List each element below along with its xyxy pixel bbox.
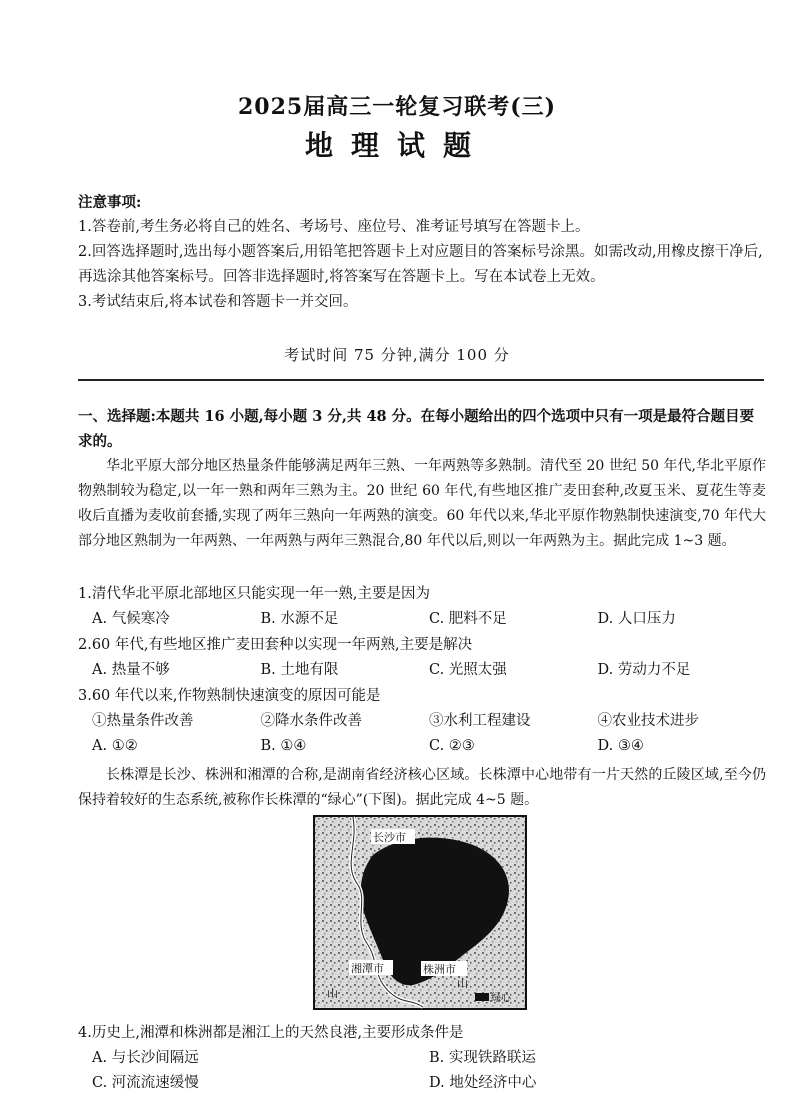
- question-stem: 3.60 年代以来,作物熟制快速演变的原因可能是: [78, 688, 381, 704]
- factor-4: ④农业技术进步: [597, 713, 699, 729]
- option-b: B. ①④: [260, 738, 307, 754]
- option-a: A. 气候寒冷: [92, 611, 170, 627]
- option-d: D. 劳动力不足: [597, 662, 691, 678]
- option-d: D. ③④: [597, 738, 644, 754]
- legend-label: 绿心: [491, 993, 511, 1004]
- green-heart-map: [313, 815, 527, 1010]
- option-c: C. 光照太强: [429, 662, 507, 678]
- notice-item-1: 1.答卷前,考生务必将自己的姓名、考场号、座位号、准考证号填写在答题卡上。: [78, 219, 590, 235]
- xiangtan-label: 湘潭市: [351, 962, 384, 975]
- option-b: B. 土地有限: [260, 662, 339, 678]
- passage-2: [78, 763, 766, 813]
- passage-2-text: 长株潭是长沙、株洲和湘潭的合称,是湖南省经济核心区域。长株潭中心地带有一片天然的丘陵区域,至今仍保持着较好的生态系统,被称作长株潭的“绿心”(下图)。据此完成 4~5 题。: [78, 767, 766, 808]
- options: [78, 658, 766, 683]
- map-figure: [313, 815, 527, 1010]
- option-c: C. 肥料不足: [429, 611, 507, 627]
- question-2: [78, 633, 766, 683]
- options: [78, 1071, 766, 1096]
- question-1: [78, 582, 766, 632]
- factor-list: [78, 709, 766, 734]
- option-b: B. 水源不足: [260, 611, 339, 627]
- question-4: [78, 1021, 766, 1096]
- factor-1: ①热量条件改善: [92, 713, 194, 729]
- question-stem: 2.60 年代,有些地区推广麦田套种以实现一年两熟,主要是解决: [78, 637, 473, 653]
- notice-block: [78, 190, 768, 315]
- question-3: [78, 684, 766, 759]
- notice-item-2: 2.回答选择题时,选出每小题答案后,用铅笔把答题卡上对应题目的答案标号涂黑。如需改动,用橡皮擦干净后,再选涂其他答案标号。回答非选择题时,将答案写在答题卡上。写在本试卷上无效。: [78, 244, 763, 285]
- option-a: A. ①②: [92, 738, 138, 754]
- question-stem: 4.历史上,湘潭和株洲都是湘江上的天然良港,主要形成条件是: [78, 1025, 464, 1041]
- options: [78, 607, 766, 632]
- factor-3: ③水利工程建设: [429, 713, 531, 729]
- shan-label-2: 山: [457, 977, 468, 990]
- section-instruction-text: 一、选择题:本题共 16 小题,每小题 3 分,共 48 分。在每小题给出的四个选项中只有一项是最符合题目要求的。: [78, 408, 755, 450]
- factor-2: ②降水条件改善: [260, 713, 362, 729]
- options: [78, 734, 766, 759]
- options: [78, 1046, 766, 1071]
- section-instruction: [78, 404, 766, 454]
- option-d: D. 人口压力: [597, 611, 676, 627]
- option-a: A. 与长沙间隔远: [92, 1050, 199, 1066]
- option-c: C. ②③: [429, 738, 475, 754]
- notice-item-3: 3.考试结束后,将本试卷和答题卡一并交回。: [78, 294, 358, 310]
- subject-title: 地理试题: [304, 129, 489, 162]
- option-b: B. 实现铁路联运: [429, 1050, 536, 1066]
- divider: [78, 379, 764, 381]
- question-stem: 1.清代华北平原北部地区只能实现一年一熟,主要是因为: [78, 586, 430, 602]
- notice-heading: 注意事项:: [78, 194, 142, 211]
- passage-1-text: 华北平原大部分地区热量条件能够满足两年三熟、一年两熟等多熟制。清代至 20 世纪 50 年代,华北平原作物熟制较为稳定,以一年一熟和两年三熟为主。20 世纪 60 年代,有些地区推广麦田套种,改夏玉米、夏花生等麦收后直播为麦收前套播,实现了两年三熟向一年两熟的演变。60 年代以来,华北平原作物熟制快速演变,70 年代大部分地区熟制为一年两熟、一年两熟与两年三熟混合,80 年代以后,则以一年两熟为主。据此完成 1~3 题。: [78, 458, 766, 549]
- option-c: C. 河流流速缓慢: [92, 1075, 199, 1091]
- option-a: A. 热量不够: [92, 662, 170, 678]
- legend-swatch: [475, 993, 489, 1001]
- changsha-label: 长沙市: [373, 831, 406, 844]
- zhuzhou-label: 株洲市: [423, 963, 456, 976]
- exam-time: 考试时间 75 分钟,满分 100 分: [284, 346, 510, 364]
- passage-1: [78, 454, 766, 554]
- shan-label-1: 山: [327, 987, 338, 1000]
- exam-title: 2025届高三一轮复习联考(三): [237, 94, 557, 120]
- option-d: D. 地处经济中心: [429, 1075, 537, 1091]
